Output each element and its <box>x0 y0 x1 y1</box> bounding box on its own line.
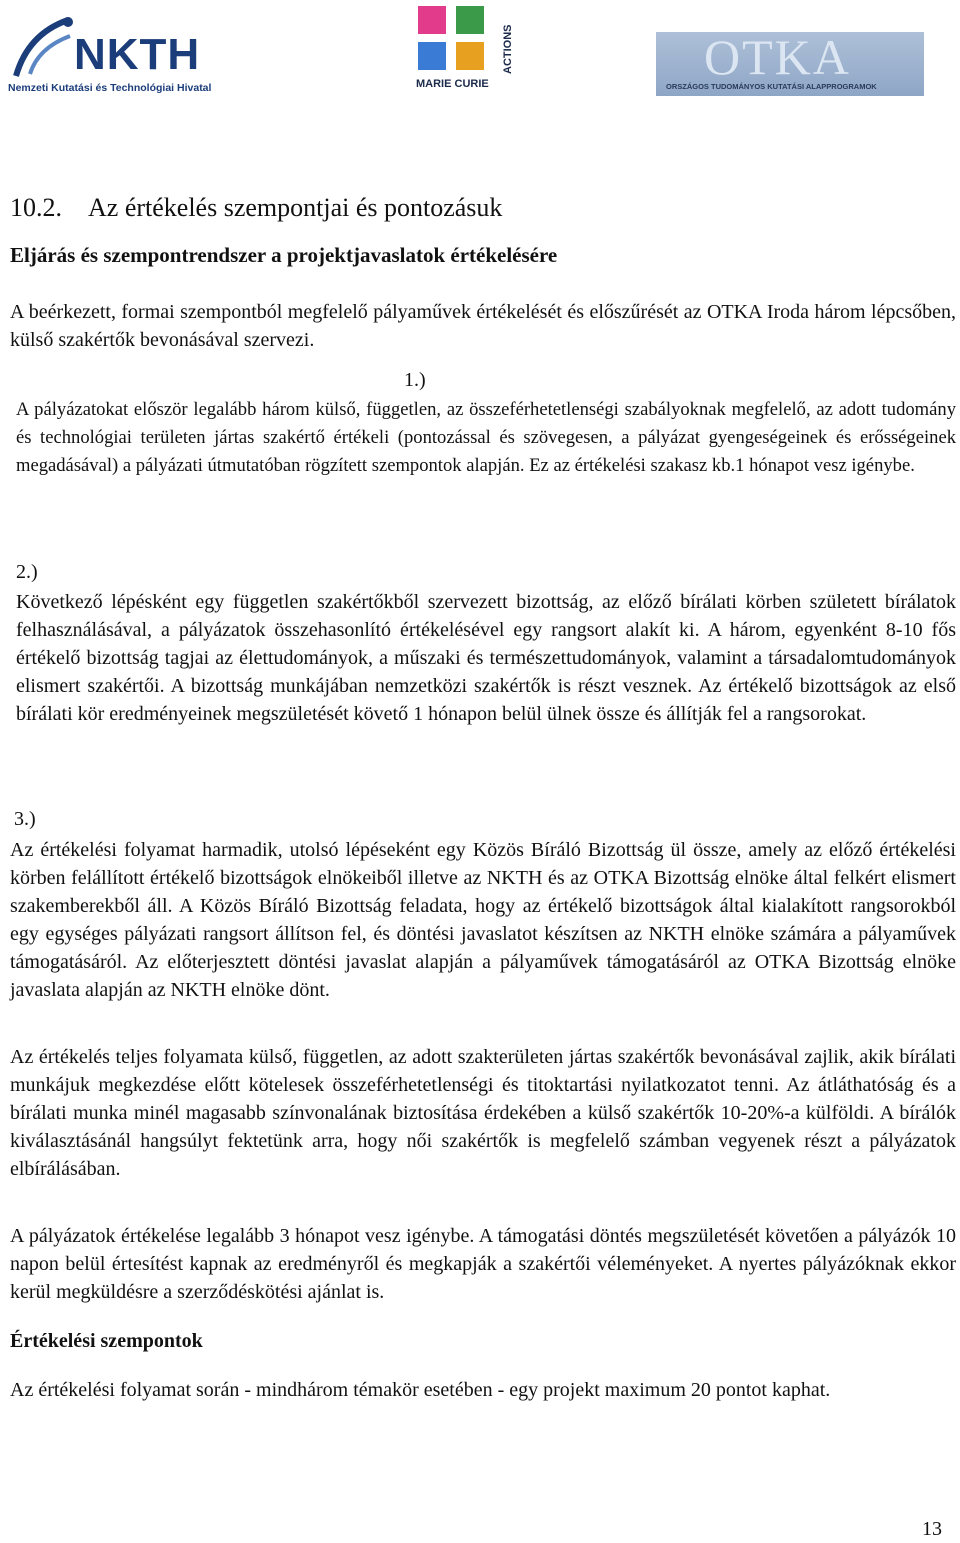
portrait-tile-icon <box>418 6 446 34</box>
portrait-tile-icon <box>456 6 484 34</box>
actions-vertical-text <box>500 8 514 74</box>
page-number: 13 <box>922 1518 942 1540</box>
step-3-text: Az értékelési folyamat harmadik, utolsó lépéseként egy Közös Bíráló Bizottság ül össze, amely az előző értékelési körben felállított értékelő bizottságok elnökeiből illetve az NKTH és az OTKA Bizottság elnöke által felkért elismert szakemberekből áll. A Közös Bíráló Bizottság feladata, hogy az értékelő bizottságok által kialakított rangsorokból egy egységes pályázati rangsort állítson fel, és döntési javaslatot készítsen az NKTH elnöke számára a pályaművek támogatásáról. Az előterjesztett döntési javaslat alapján a pályaművek támogatásáról az OTKA Bizottság elnöke javaslata alapján az NKTH elnöke dönt. <box>10 839 956 1001</box>
step-2-text: Következő lépésként egy független szakértőkből szervezett bizottság, az előző bírálati körben született bírálatok felhasználásával, a pályázatok összehasonlító értékelésével egy rangsort alakít ki. A három, egyenként 8-10 fős értékelő bizottság tagjai az élettudományok, a műszaki és természettudományok, valamint a társadalomtudományok elismert szakértői. A bizottság munkájában nemzetközi szakértők is részt vesznek. Az értékelő bizottságok az első bírálati kör eredményeinek megszületését követő 1 hónapon belül ülnek össze és állítják fel a rangsorokat. <box>16 591 956 725</box>
criteria-text: Az értékelési folyamat során - mindhárom témakör esetében - egy projekt maximum 20 pontot kaphat. <box>10 1379 831 1401</box>
intro-paragraph: A beérkezett, formai szempontból megfelelő pályaművek értékelését és előszűrését az OTKA Iroda három lépcsőben, külső szakértők bevonásával szervezi. <box>10 301 956 351</box>
criteria-title: Értékelési szempontok <box>10 1330 203 1352</box>
independence-paragraph: Az értékelés teljes folyamata külső, független, az adott szakterületen jártas szakértők bevonásával zajlik, akik bírálati munkájuk megkezdése előtt kötelesek összeférhetetlenségi és titoktartási nyilatkozatot tenni. Az átláthatóság és a bírálati munka minél magasabb színvonalának biztosítása érdekében a külső szakértők 10-20%-a külföldi. A bírálók kiválasztásánál hangsúlyt fektetünk arra, hogy női szakértők is megfelelő számban vegyenek részt a pályázatok elbírálásában. <box>10 1046 956 1180</box>
nkth-swoosh-icon <box>8 14 78 84</box>
section-number: 10.2. <box>10 193 62 222</box>
step-1-label: 1.) <box>404 369 426 391</box>
section-heading <box>10 193 502 223</box>
step-1-text: A pályázatokat először legalább három külső, független, az összeférhetetlenségi szabályoknak megfelelő, az adott tudomány és technológiai területen jártas szakértő értékeli (pontozással és szövegesen, a pályázat gyengeségeinek és erősségeinek megadásával) a pályázati útmutatóban rögzített szempontok alapján. Ez az értékelési szakasz kb.1 hónapot vesz igénybe. <box>16 399 956 476</box>
otka-logo-text: OTKA <box>704 29 851 85</box>
otka-logo-subtitle: ORSZÁGOS TUDOMÁNYOS KUTATÁSI ALAPPROGRAMOK <box>666 82 877 91</box>
nkth-logo-subtitle: Nemzeti Kutatási és Technológiai Hivatal <box>8 82 212 94</box>
section-title: Az értékelés szempontjai és pontozásuk <box>88 193 503 222</box>
step-3-label: 3.) <box>14 808 36 830</box>
step-2-label: 2.) <box>16 561 38 583</box>
subheading: Eljárás és szempontrendszer a projektjavaslatok értékelésére <box>10 243 558 267</box>
marie-curie-logo-text: MARIE CURIE <box>416 78 489 90</box>
nkth-logo-text: NKTH <box>74 30 201 79</box>
otka-logo <box>656 29 924 96</box>
timing-paragraph: A pályázatok értékelése legalább 3 hónapot vesz igénybe. A támogatási döntés megszületését követően a pályázók 10 napon belül értesítést kapnak az eredményről és megkapják a szakértői véleményeket. A nyertes pályázóknak ekkor kerül megküldésre a szerződéskötési ajánlat is. <box>10 1225 956 1303</box>
portrait-tile-icon <box>418 42 446 70</box>
svg-text:ACTIONS: ACTIONS <box>502 24 514 74</box>
marie-curie-logo <box>416 4 512 94</box>
nkth-logo <box>8 14 223 96</box>
portrait-tile-icon <box>456 42 484 70</box>
